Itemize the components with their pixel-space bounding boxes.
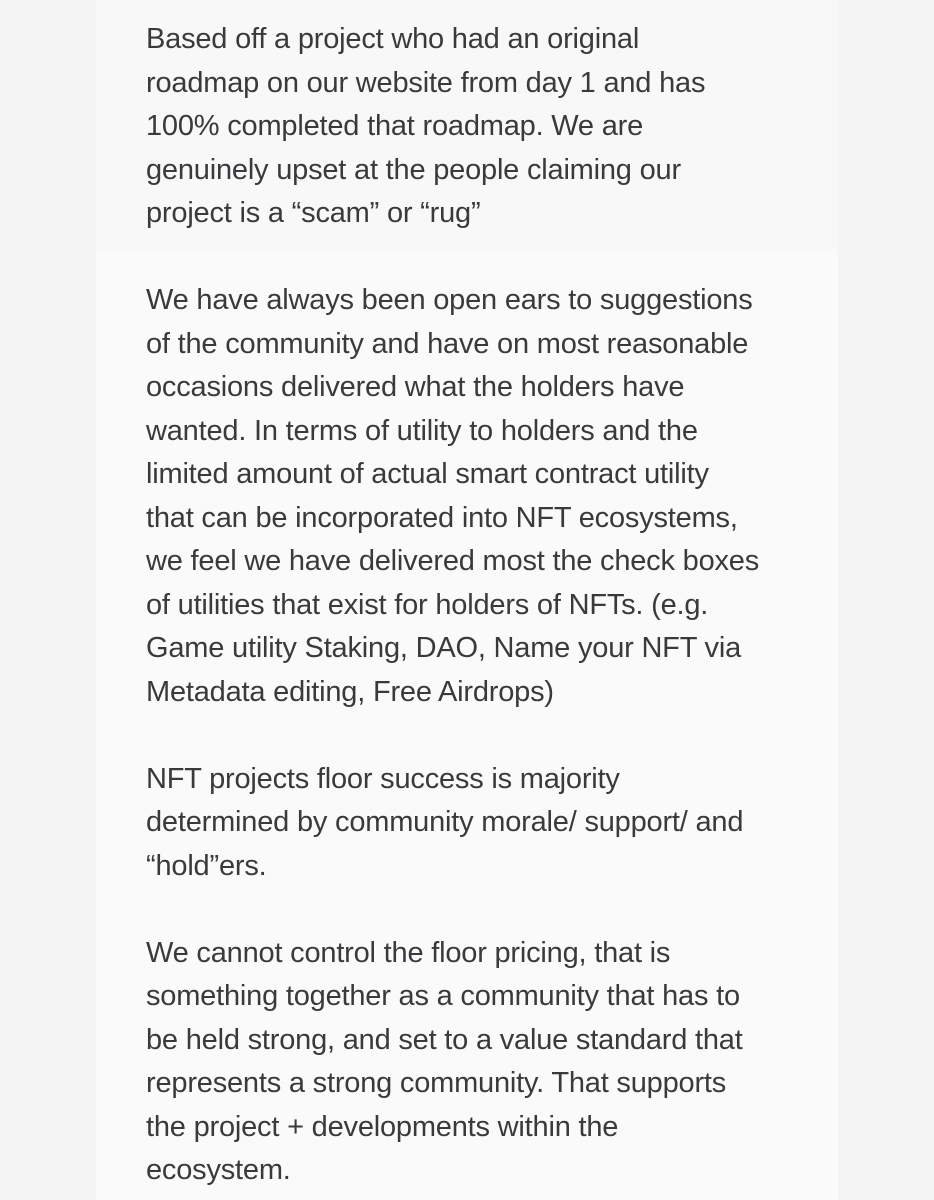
paragraph-1: Based off a project who had an original roadmap on our website from day 1 and has 100% completed that roadmap. We are genuinely upset at the people claiming our project is a “scam” or “rug”: [146, 23, 706, 229]
note-body: [146, 18, 836, 1193]
paragraph-4: We cannot control the floor pricing, that is something together as a community that has to be held strong, and set to a value standard that represents a strong community. That supports the project + developments within the ecosystem.: [146, 936, 743, 1186]
paragraph-3: NFT projects floor success is majority determined by community morale/ support/ and “hold”ers.: [146, 762, 744, 882]
paragraph-2: We have always been open ears to suggestions of the community and have on most reasonable occasions delivered what the holders have wanted. In terms of utility to holders and the limited amount of actual smart contract utility that can be incorporated into NFT ecosystems, we feel we have delivered most the check boxes of utilities that exist for holders of NFTs. (e.g. Game utility Staking, DAO, Name your NFT via Metadata editing, Free Airdrops): [146, 284, 760, 708]
